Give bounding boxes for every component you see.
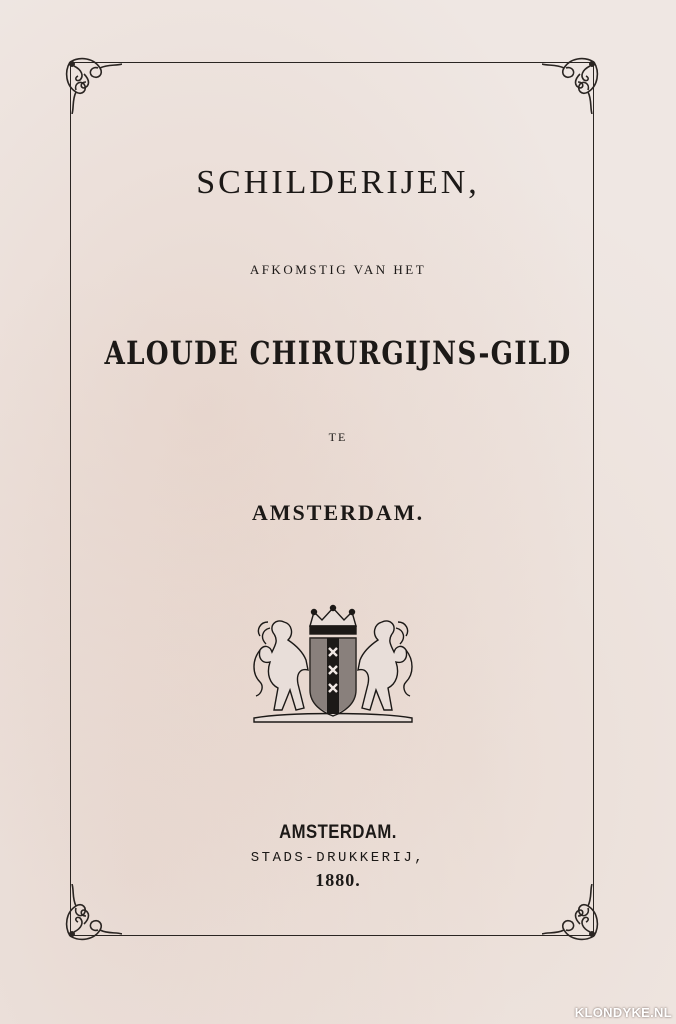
imprint-year: 1880. <box>315 870 361 890</box>
guild-name: ALOUDE CHIRURGIJNS-GILD <box>104 334 572 372</box>
preposition-line: TE <box>328 430 348 444</box>
corner-flourish-icon <box>60 52 122 114</box>
book-title: SCHILDERIJEN, <box>196 164 480 201</box>
corner-flourish-icon <box>60 884 122 946</box>
subtitle-line: AFKOMSTIG VAN HET <box>249 262 427 277</box>
place-name: AMSTERDAM. <box>251 500 425 525</box>
imprint-city: AMSTERDAM. <box>279 822 397 843</box>
corner-flourish-icon <box>542 884 604 946</box>
amsterdam-coat-of-arms-icon <box>248 604 418 734</box>
watermark-label: KLONDYKE.NL <box>574 1005 672 1020</box>
corner-flourish-icon <box>542 52 604 114</box>
imprint-printer: STADS-DRUKKERIJ, <box>250 850 426 866</box>
